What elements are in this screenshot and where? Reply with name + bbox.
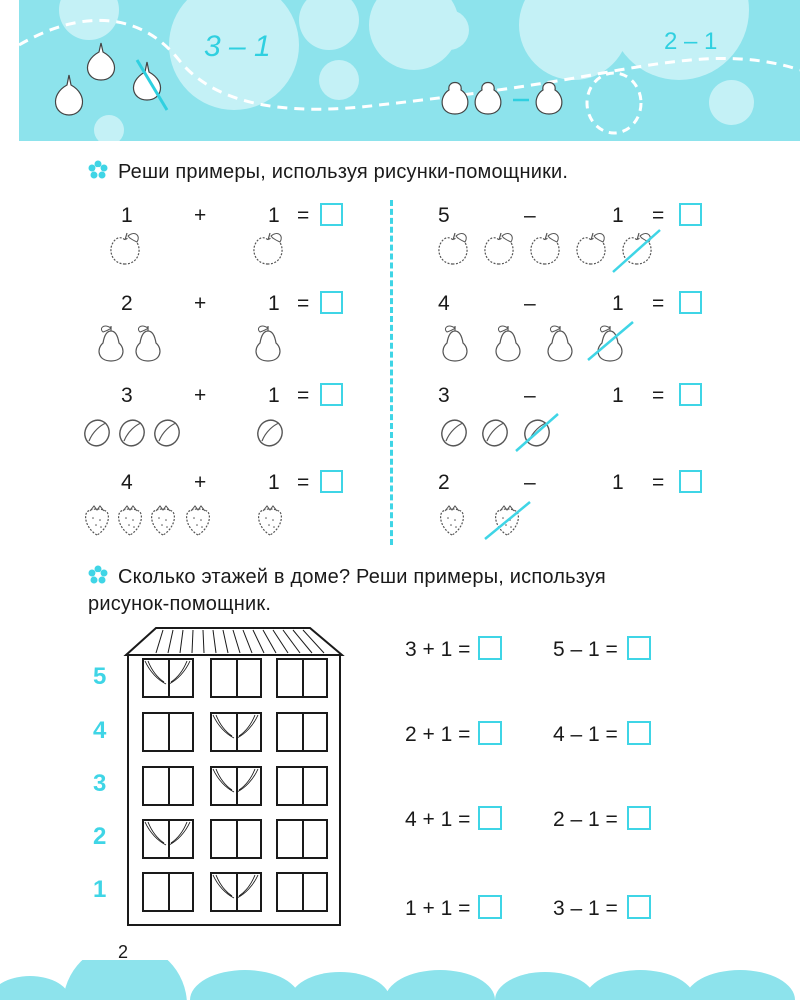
answer-box[interactable] — [627, 806, 651, 830]
operator: – — [524, 204, 536, 227]
equals-sign: = — [652, 471, 665, 494]
task2-instruction: Сколько этажей в доме? Реши примеры, используя — [118, 566, 606, 588]
building-expression: 4 – 1 = — [553, 723, 618, 746]
operand-a: 1 — [121, 204, 133, 227]
operand-a: 2 — [121, 292, 133, 315]
window — [142, 872, 194, 912]
building-expression: 2 – 1 = — [553, 808, 618, 831]
operand-b: 1 — [268, 204, 280, 227]
building-expression: 3 + 1 = — [405, 638, 471, 661]
operand-b: 1 — [612, 204, 624, 227]
task1-instruction: Реши примеры, используя рисунки-помощники. — [118, 161, 569, 183]
operator: + — [194, 292, 207, 315]
footer-bubbles — [0, 960, 800, 1000]
floor-number-4: 4 — [93, 717, 107, 744]
building-expression: 1 + 1 = — [405, 897, 471, 920]
operand-a: 2 — [438, 471, 450, 494]
window — [276, 872, 328, 912]
operand-a: 5 — [438, 204, 450, 227]
window — [276, 712, 328, 752]
operand-a: 3 — [438, 384, 450, 407]
operator: + — [194, 204, 207, 227]
operand-b: 1 — [612, 292, 624, 315]
operator: – — [524, 384, 536, 407]
building-expression: 2 + 1 = — [405, 723, 471, 746]
window — [276, 766, 328, 806]
answer-box[interactable] — [478, 721, 502, 745]
window-lit — [142, 819, 194, 859]
equals-sign: = — [652, 384, 665, 407]
answer-box[interactable] — [478, 895, 502, 919]
header-right-expression: 2 – 1 — [664, 28, 718, 55]
window-lit — [210, 872, 262, 912]
equals-sign: = — [297, 204, 310, 227]
equals-sign: = — [652, 204, 665, 227]
answer-box[interactable] — [627, 895, 651, 919]
building-expression: 5 – 1 = — [553, 638, 618, 661]
operand-b: 1 — [268, 384, 280, 407]
window — [276, 658, 328, 698]
window — [142, 766, 194, 806]
window-lit — [210, 712, 262, 752]
equals-sign: = — [297, 292, 310, 315]
equals-sign: = — [297, 471, 310, 494]
floor-number-5: 5 — [93, 663, 107, 690]
operand-b: 1 — [612, 384, 624, 407]
floor-number-1: 1 — [93, 876, 107, 903]
page-number: 2 — [118, 942, 129, 962]
window-lit — [142, 658, 194, 698]
window-lit — [210, 766, 262, 806]
operand-b: 1 — [268, 292, 280, 315]
window — [142, 712, 194, 752]
header-left-expression: 3 – 1 — [204, 30, 271, 63]
task2-instruction-line1 — [88, 563, 606, 591]
building-expression: 4 + 1 = — [405, 808, 471, 831]
operand-b: 1 — [268, 471, 280, 494]
operand-a: 3 — [121, 384, 133, 407]
floor-number-3: 3 — [93, 770, 107, 797]
operator: – — [524, 471, 536, 494]
building-expression: 3 – 1 = — [553, 897, 618, 920]
operator: – — [524, 292, 536, 315]
answer-box[interactable] — [478, 636, 502, 660]
answer-box[interactable] — [478, 806, 502, 830]
task2-instruction-line2: рисунок-помощник. — [88, 593, 272, 615]
answer-box[interactable] — [627, 636, 651, 660]
operand-a: 4 — [121, 471, 133, 494]
window — [210, 658, 262, 698]
floor-number-2: 2 — [93, 823, 107, 850]
answer-box[interactable] — [627, 721, 651, 745]
operand-b: 1 — [612, 471, 624, 494]
equals-sign: = — [652, 292, 665, 315]
window — [276, 819, 328, 859]
flower-icon — [88, 565, 108, 585]
window — [210, 819, 262, 859]
operator: + — [194, 471, 207, 494]
operator: + — [194, 384, 207, 407]
equals-sign: = — [297, 384, 310, 407]
operand-a: 4 — [438, 292, 450, 315]
